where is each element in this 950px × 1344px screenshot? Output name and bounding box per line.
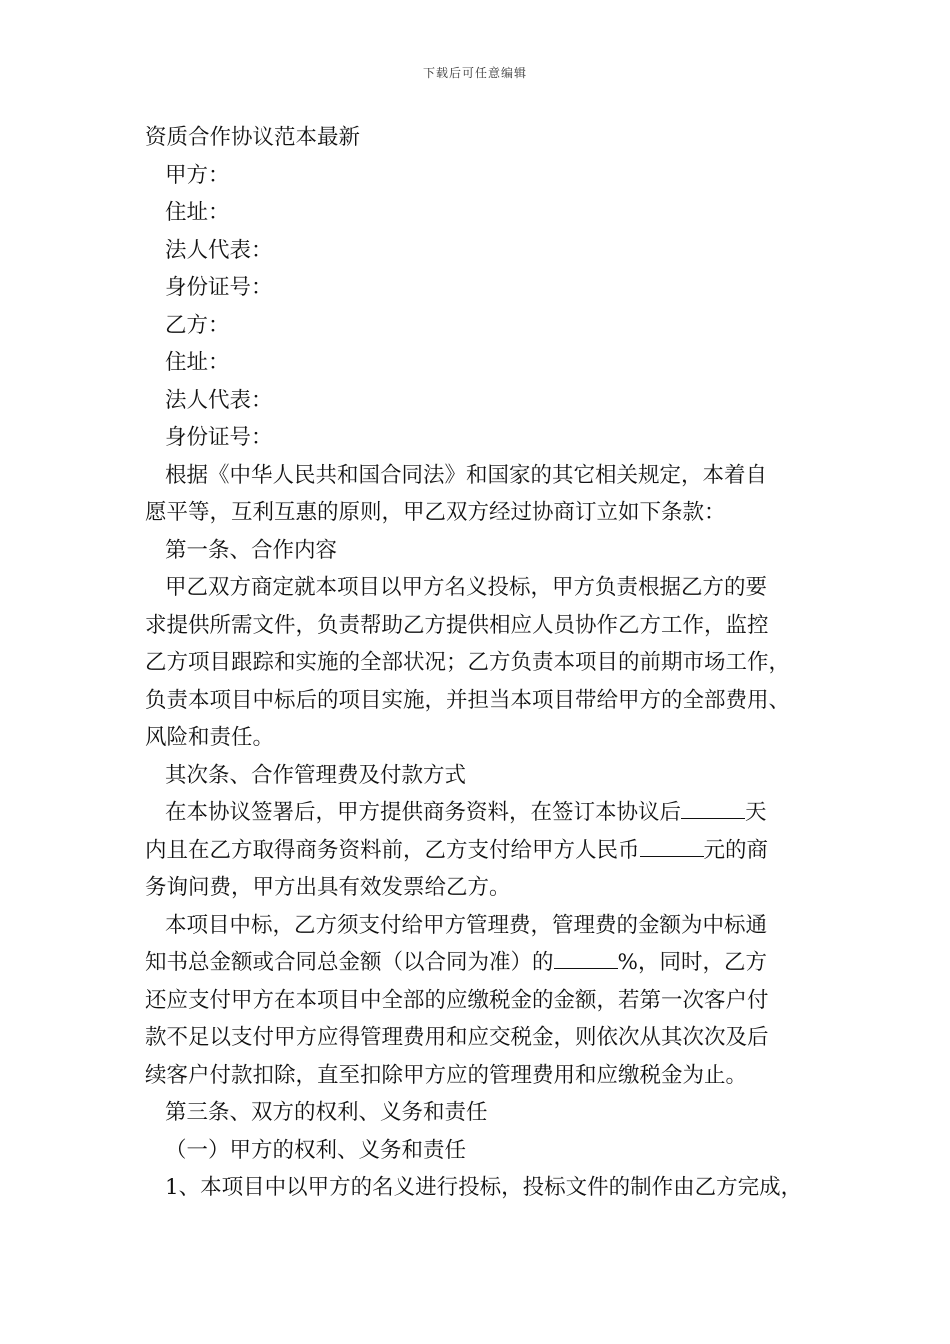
fill-in-blank-percent[interactable] [554, 948, 618, 969]
article-2-p1-line-1-text: 在本协议签署后，甲方提供商务资料，在签订本协议后 [165, 800, 682, 825]
article-2-p1-line-1 [145, 794, 835, 832]
article-3-heading: 第三条、双方的权利、义务和责任 [165, 1100, 488, 1125]
article-3-sub-1: （一）甲方的权利、义务和责任 [165, 1137, 467, 1163]
article-1-line-3: 乙方项目跟踪和实施的全部状况；乙方负责本项目的前期市场工作， [145, 650, 791, 675]
article-2-p2-line-1: 本项目中标，乙方须支付给甲方管理费，管理费的金额为中标通 [165, 912, 768, 938]
article-1-line-4: 负责本项目中标后的项目实施，并担当本项目带给甲方的全部费用、 [145, 687, 791, 713]
party-b-legal-rep: 法人代表： [165, 387, 273, 413]
article-1-line-2: 求提供所需文件，负责帮助乙方提供相应人员协作乙方工作，监控 [145, 612, 769, 638]
article-2-p1-line-2 [145, 832, 835, 870]
intro-line-1: 根据《中华人民共和国合同法》和国家的其它相关规定，本着自 [165, 462, 768, 488]
article-1-line-5: 风险和责任。 [145, 725, 275, 750]
article-2-p2-line-2-tail: %，同时，乙方 [617, 950, 767, 975]
article-3-item-1: 1、本项目中以甲方的名义进行投标，投标文件的制作由乙方完成， [165, 1175, 803, 1200]
intro-line-2: 愿平等，互利互惠的原则，甲乙双方经过协商订立如下条款： [145, 500, 726, 525]
party-a-address: 住址： [165, 200, 230, 225]
article-2-p1-line-3: 务询问费，甲方出具有效发票给乙方。 [145, 875, 511, 900]
page-header-note: 下载后可任意编辑 [422, 66, 527, 80]
article-2-p1-line-1-tail: 天 [745, 800, 767, 825]
party-a-label: 甲方： [165, 162, 230, 188]
party-b-id-no: 身份证号： [165, 425, 273, 450]
party-b-label: 乙方： [165, 312, 230, 338]
article-1-heading: 第一条、合作内容 [165, 537, 338, 563]
article-2-p1-line-2-tail: 元的商 [703, 837, 769, 863]
article-2-p1-line-2-text: 内且在乙方取得商务资料前，乙方支付给甲方人民币 [145, 837, 640, 863]
article-2-p2-line-2-text: 知书总金额或合同总金额（以合同为准）的 [145, 950, 554, 975]
article-2-p2-line-2 [145, 944, 835, 982]
party-a-id-no: 身份证号： [165, 275, 273, 300]
article-2-p2-line-4: 款不足以支付甲方应得管理费用和应交税金，则依次从其次次及后 [145, 1025, 769, 1050]
document-body [145, 119, 835, 1207]
article-2-p2-line-5: 续客户付款扣除，直至扣除甲方应的管理费用和应缴税金为止。 [145, 1062, 748, 1088]
party-a-legal-rep: 法人代表： [165, 237, 273, 263]
document-title: 资质合作协议范本最新 [145, 125, 361, 150]
party-b-address: 住址： [165, 350, 230, 375]
article-1-line-1: 甲乙双方商定就本项目以甲方名义投标，甲方负责根据乙方的要 [165, 575, 768, 600]
article-2-p2-line-3: 还应支付甲方在本项目中全部的应缴税金的金额，若第一次客户付 [145, 987, 769, 1013]
article-2-heading: 其次条、合作管理费及付款方式 [165, 762, 467, 788]
fill-in-blank-amount[interactable] [640, 836, 704, 857]
fill-in-blank-days[interactable] [681, 798, 745, 819]
